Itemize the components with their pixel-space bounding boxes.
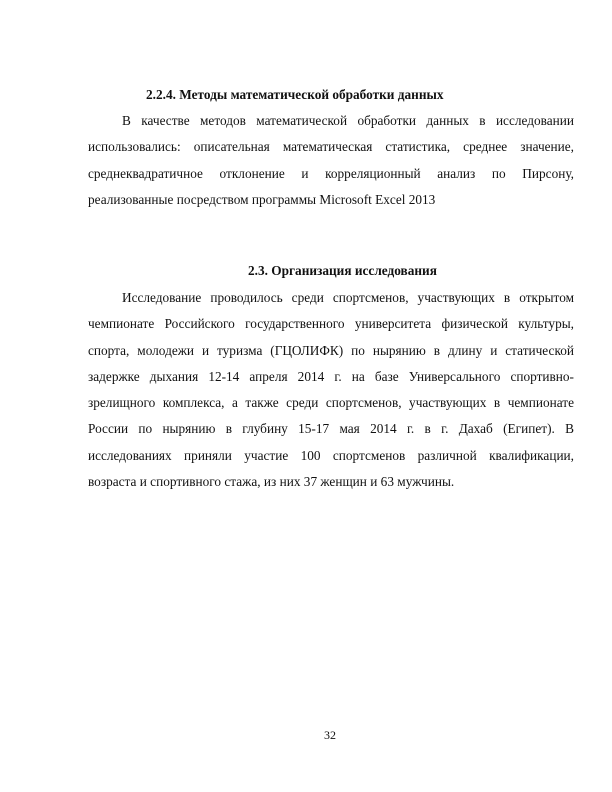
text-line: спорта, молодежи и туризма (ГЦОЛИФК) по нырянию в длину и статической bbox=[88, 342, 574, 358]
text-line: реализованные посредством программы Microsoft Excel 2013 bbox=[88, 191, 436, 207]
text-line: среднеквадратичное отклонение и корреляционный анализ по Пирсону, bbox=[88, 165, 574, 181]
paragraph-methods bbox=[88, 108, 574, 213]
paragraph-organization bbox=[88, 285, 574, 495]
section-heading-organization: 2.3. Организация исследования bbox=[248, 263, 437, 278]
text-line: Исследование проводилось среди спортсменов, участвующих в открытом bbox=[122, 290, 574, 305]
text-line: чемпионате Российского государственного университета физической культуры, bbox=[88, 316, 574, 332]
text-line: задержке дыхания 12-14 апреля 2014 г. на базе Универсального спортивно- bbox=[88, 368, 574, 384]
text-line: использовались: описательная математическая статистика, среднее значение, bbox=[88, 139, 574, 155]
text-line: зрелищного комплекса, а также среди спортсменов, участвующих в чемпионате bbox=[88, 395, 574, 411]
text-line: России по нырянию в глубину 15-17 мая 2014 г. в г. Дахаб (Египет). В bbox=[88, 421, 574, 437]
text-line: В качестве методов математической обработки данных в исследовании bbox=[122, 113, 574, 128]
page-number: 32 bbox=[324, 728, 336, 742]
section-heading-methods: 2.2.4. Методы математической обработки данных bbox=[146, 87, 444, 102]
text-line: возраста и спортивного стажа, из них 37 женщин и 63 мужчины. bbox=[88, 474, 455, 490]
text-line: исследованиях приняли участие 100 спортсменов различной квалификации, bbox=[88, 447, 574, 463]
